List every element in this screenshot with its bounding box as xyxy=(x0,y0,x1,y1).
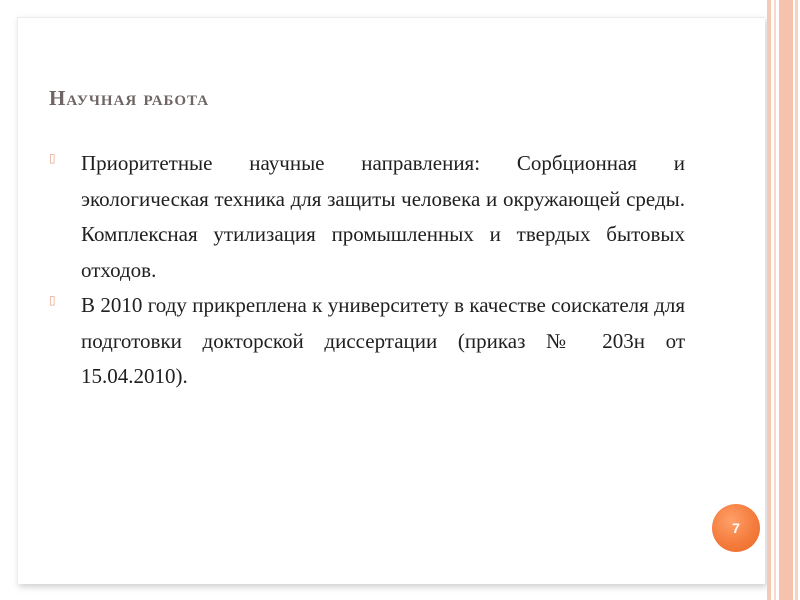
page-number-badge: 7 xyxy=(712,504,760,552)
bullet-item xyxy=(49,146,685,288)
bullet-text: Приоритетные научные направления: Сорбционная и экологическая техника для защиты человека и окружающей среды. Комплексная утилизация промышленных и твердых бытовых отходов. xyxy=(81,151,685,282)
decorative-stripe xyxy=(767,0,771,600)
bullet-list xyxy=(49,146,685,395)
slide-title: Научная работа xyxy=(49,86,210,110)
decorative-stripe xyxy=(795,0,798,600)
bullet-icon: ▯ xyxy=(49,151,56,165)
decorative-stripe xyxy=(779,0,793,600)
bullet-icon: ▯ xyxy=(49,293,56,307)
bullet-item xyxy=(49,288,685,395)
bullet-text: В 2010 году прикреплена к университету в качестве соискателя для подготовки докторской диссертации (приказ № 203н от 15.04.2010). xyxy=(81,293,685,388)
decorative-stripe xyxy=(774,0,776,600)
